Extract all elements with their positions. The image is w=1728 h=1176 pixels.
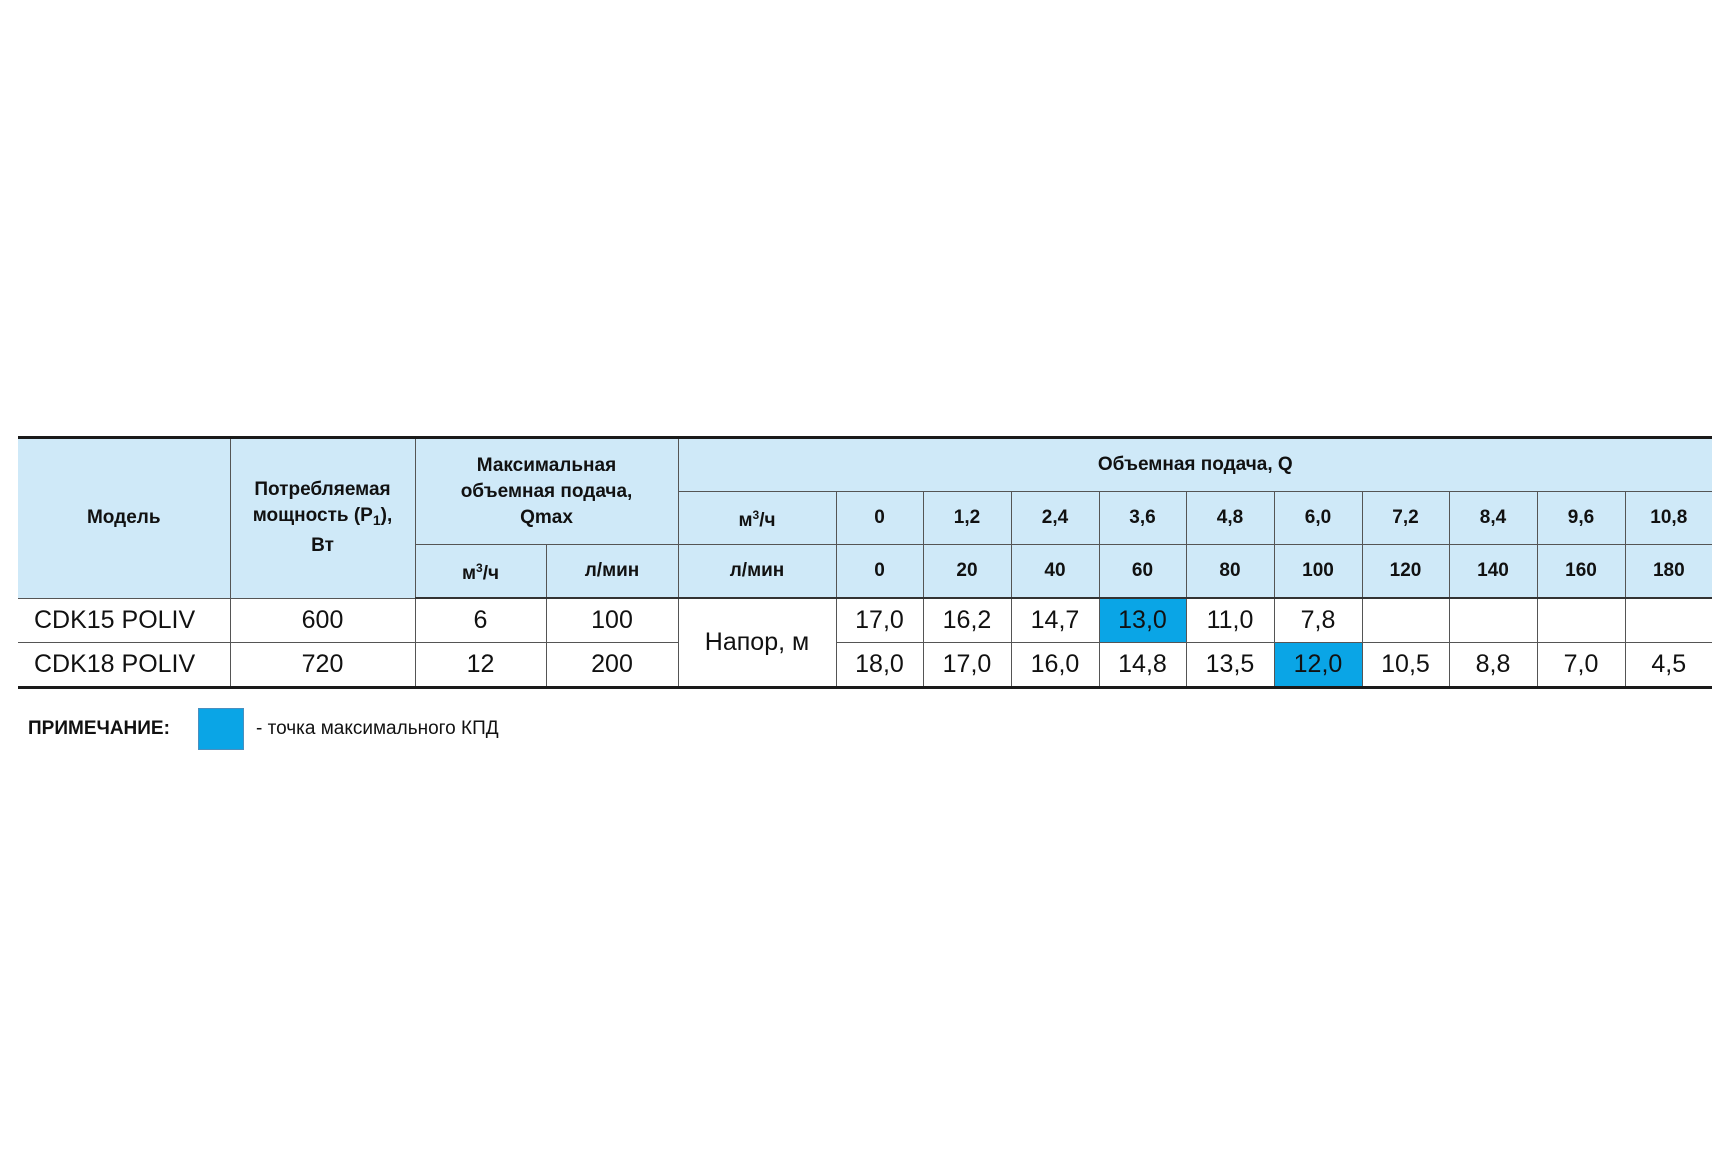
flow-m3h-value: 0	[836, 492, 923, 545]
flow-m3h-value: 8,4	[1449, 492, 1537, 545]
head-value-cell: 17,0	[836, 598, 923, 643]
model-header: Модель	[18, 438, 230, 599]
flow-group-header: Объемная подача, Q	[678, 438, 1712, 492]
qmax-unit-m3h: $м^3/ч$	[415, 545, 546, 599]
max-efficiency-swatch	[198, 708, 244, 750]
head-value-cell: 10,5	[1362, 643, 1449, 688]
head-value-cell: 7,8	[1274, 598, 1362, 643]
qmax-m3h-cell: 12	[415, 643, 546, 688]
flow-lmin-value: 140	[1449, 545, 1537, 599]
flow-lmin-value: 160	[1537, 545, 1625, 599]
flow-m3h-value: 7,2	[1362, 492, 1449, 545]
flow-lmin-value: 0	[836, 545, 923, 599]
qmax-lmin-cell: 100	[546, 598, 678, 643]
flow-m3h-value: 10,8	[1625, 492, 1712, 545]
head-value-cell: 16,0	[1011, 643, 1099, 688]
flow-lmin-value: 20	[923, 545, 1011, 599]
head-value-cell	[1362, 598, 1449, 643]
head-value-cell: 11,0	[1186, 598, 1274, 643]
table-row	[18, 598, 1712, 643]
flow-lmin-value: 80	[1186, 545, 1274, 599]
table-row	[18, 643, 1712, 688]
unit-lmin-label: л/мин	[678, 545, 836, 599]
head-value-cell	[1625, 598, 1712, 643]
qmax-header: Максимальная объемная подача, Qmax	[415, 438, 678, 545]
power-cell: 600	[230, 598, 415, 643]
head-label-cell: Напор, м	[678, 598, 836, 688]
flow-m3h-value: 4,8	[1186, 492, 1274, 545]
unit-m3h-label: $м^3/ч$	[678, 492, 836, 545]
head-value-cell	[1537, 598, 1625, 643]
flow-lmin-value: 60	[1099, 545, 1186, 599]
flow-lmin-value: 40	[1011, 545, 1099, 599]
max-efficiency-cell: 12,0	[1274, 643, 1362, 688]
pump-spec-table	[18, 436, 1712, 689]
qmax-unit-lmin: л/мин	[546, 545, 678, 599]
head-value-cell: 4,5	[1625, 643, 1712, 688]
flow-m3h-value: 2,4	[1011, 492, 1099, 545]
qmax-lmin-cell: 200	[546, 643, 678, 688]
flow-m3h-value: 1,2	[923, 492, 1011, 545]
power-header: Потребляемая мощность $(P_1)$, Вт	[230, 438, 415, 599]
flow-lmin-value: 120	[1362, 545, 1449, 599]
note	[28, 706, 499, 752]
power-cell: 720	[230, 643, 415, 688]
model-cell: CDK15 POLIV	[18, 598, 230, 643]
flow-m3h-value: 6,0	[1274, 492, 1362, 545]
max-efficiency-cell: 13,0	[1099, 598, 1186, 643]
note-label: ПРИМЕЧАНИЕ:	[28, 718, 170, 739]
head-value-cell: 17,0	[923, 643, 1011, 688]
flow-m3h-value: 9,6	[1537, 492, 1625, 545]
head-value-cell: 8,8	[1449, 643, 1537, 688]
head-value-cell: 14,8	[1099, 643, 1186, 688]
head-value-cell: 14,7	[1011, 598, 1099, 643]
header-row-1	[18, 438, 1712, 492]
flow-m3h-value: 3,6	[1099, 492, 1186, 545]
model-cell: CDK18 POLIV	[18, 643, 230, 688]
flow-lmin-value: 180	[1625, 545, 1712, 599]
note-text: - точка максимального КПД	[256, 718, 499, 739]
head-value-cell: 13,5	[1186, 643, 1274, 688]
head-value-cell: 18,0	[836, 643, 923, 688]
head-value-cell	[1449, 598, 1537, 643]
flow-lmin-value: 100	[1274, 545, 1362, 599]
head-value-cell: 16,2	[923, 598, 1011, 643]
qmax-m3h-cell: 6	[415, 598, 546, 643]
head-value-cell: 7,0	[1537, 643, 1625, 688]
